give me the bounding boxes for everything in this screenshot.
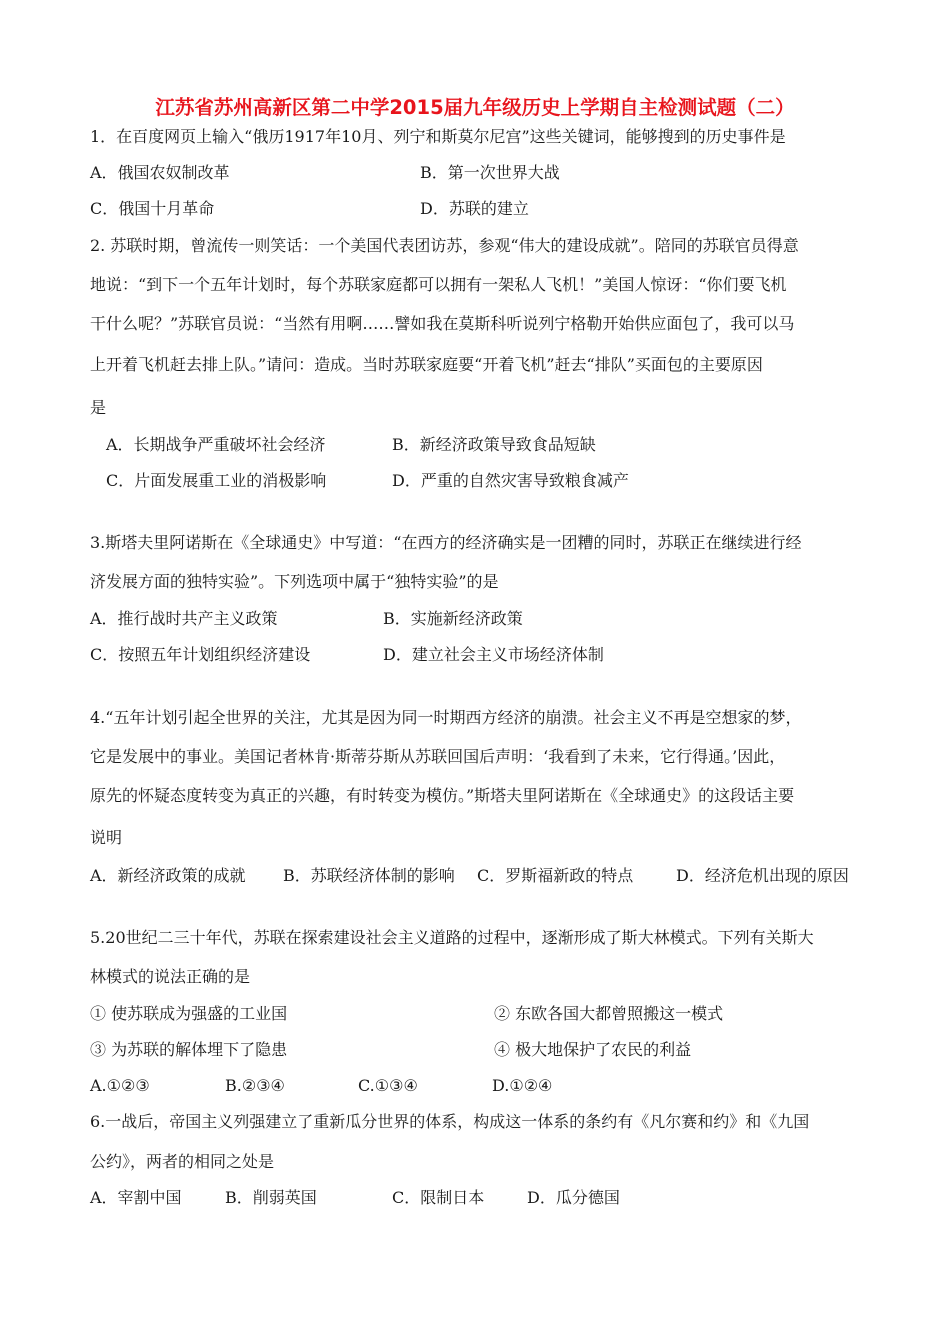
question-2-text-line-5: 是 — [90, 398, 107, 417]
question-5-option-b: B.②③④ — [225, 1076, 285, 1095]
question-6-option-a: A．宰割中国 — [90, 1188, 182, 1207]
question-6-text-line-2: 公约》，两者的相同之处是 — [90, 1152, 275, 1171]
question-3-option-d: D．建立社会主义市场经济体制 — [383, 645, 604, 664]
question-3-option-a: A．推行战时共产主义政策 — [90, 609, 278, 628]
question-5-statement-3: ③ 为苏联的解体埋下了隐患 — [90, 1040, 288, 1059]
question-2-option-b: B．新经济政策导致食品短缺 — [392, 435, 596, 454]
question-5-option-d: D.①②④ — [492, 1076, 553, 1095]
question-2-text-line-4: 上开着飞机赶去排上队。”请问：造成。当时苏联家庭要“开着飞机”赶去“排队”买面包的主要原因 — [90, 355, 763, 374]
question-1-option-b: B．第一次世界大战 — [420, 163, 560, 182]
question-6-option-d: D．瓜分德国 — [527, 1188, 620, 1207]
question-2-text-line-2: 地说：“到下一个五年计划时，每个苏联家庭都可以拥有一架私人飞机！”美国人惊讶：“你们要飞机 — [90, 275, 787, 294]
question-3-text-line-1: 3.斯塔夫里阿诺斯在《全球通史》中写道：“在西方的经济确实是一团糟的同时，苏联正在继续进行经 — [90, 533, 802, 552]
question-5-statement-1: ① 使苏联成为强盛的工业国 — [90, 1004, 288, 1023]
question-4-option-c: C．罗斯福新政的特点 — [477, 866, 634, 885]
question-2-option-c: C．片面发展重工业的消极影响 — [106, 471, 327, 490]
question-6-option-b: B．削弱英国 — [225, 1188, 317, 1207]
question-3-text-line-2: 济发展方面的独特实验”。下列选项中属于“独特实验”的是 — [90, 572, 499, 591]
question-5-text-line-1: 5.20世纪二三十年代，苏联在探索建设社会主义道路的过程中，逐渐形成了斯大林模式。下列有关斯大 — [90, 928, 814, 947]
question-5-option-a: A.①②③ — [90, 1076, 150, 1095]
page-title: 江苏省苏州高新区第二中学2015届九年级历史上学期自主检测试题（二） — [155, 96, 795, 119]
question-4-text-line-2: 它是发展中的事业。美国记者林肯·斯蒂芬斯从苏联回国后声明：‘我看到了未来，它行得通。’因此， — [90, 747, 786, 766]
question-4-option-b: B．苏联经济体制的影响 — [283, 866, 455, 885]
question-3-option-b: B．实施新经济政策 — [383, 609, 523, 628]
question-2-option-a: A．长期战争严重破坏社会经济 — [106, 435, 326, 454]
question-2-option-d: D．严重的自然灾害导致粮食减产 — [392, 471, 629, 490]
question-1-option-a: A．俄国农奴制改革 — [90, 163, 230, 182]
question-5-statement-2: ② 东欧各国大都曾照搬这一模式 — [494, 1004, 724, 1023]
question-1-option-c: C．俄国十月革命 — [90, 199, 215, 218]
question-4-option-a: A．新经济政策的成就 — [90, 866, 246, 885]
question-3-option-c: C．按照五年计划组织经济建设 — [90, 645, 311, 664]
question-4-text-line-4: 说明 — [90, 828, 123, 847]
question-4-text-line-3: 原先的怀疑态度转变为真正的兴趣，有时转变为模仿。”斯塔夫里阿诺斯在《全球通史》的这段话主要 — [90, 786, 795, 805]
question-1-text: 1．在百度网页上输入“俄历1917年10月、列宁和斯莫尔尼宫”这些关键词，能够搜到的历史事件是 — [90, 127, 786, 146]
question-5-option-c: C.①③④ — [358, 1076, 418, 1095]
question-2-text-line-3: 干什么呢？”苏联官员说：“当然有用啊……譬如我在莫斯科听说列宁格勒开始供应面包了，我可以马 — [90, 314, 795, 333]
question-6-option-c: C．限制日本 — [392, 1188, 485, 1207]
question-4-option-d: D．经济危机出现的原因 — [676, 866, 849, 885]
question-5-text-line-2: 林模式的说法正确的是 — [90, 967, 251, 986]
question-1-option-d: D．苏联的建立 — [420, 199, 529, 218]
question-5-statement-4: ④ 极大地保护了农民的利益 — [494, 1040, 692, 1059]
question-2-text-line-1: 2. 苏联时期，曾流传一则笑话：一个美国代表团访苏，参观“伟大的建设成就”。陪同的苏联官员得意 — [90, 236, 799, 255]
question-4-text-line-1: 4.“五年计划引起全世界的关注，尤其是因为同一时期西方经济的崩溃。社会主义不再是空想家的梦， — [90, 708, 802, 727]
question-6-text-line-1: 6.一战后，帝国主义列强建立了重新瓜分世界的体系，构成这一体系的条约有《凡尔赛和约》和《九国 — [90, 1112, 810, 1131]
